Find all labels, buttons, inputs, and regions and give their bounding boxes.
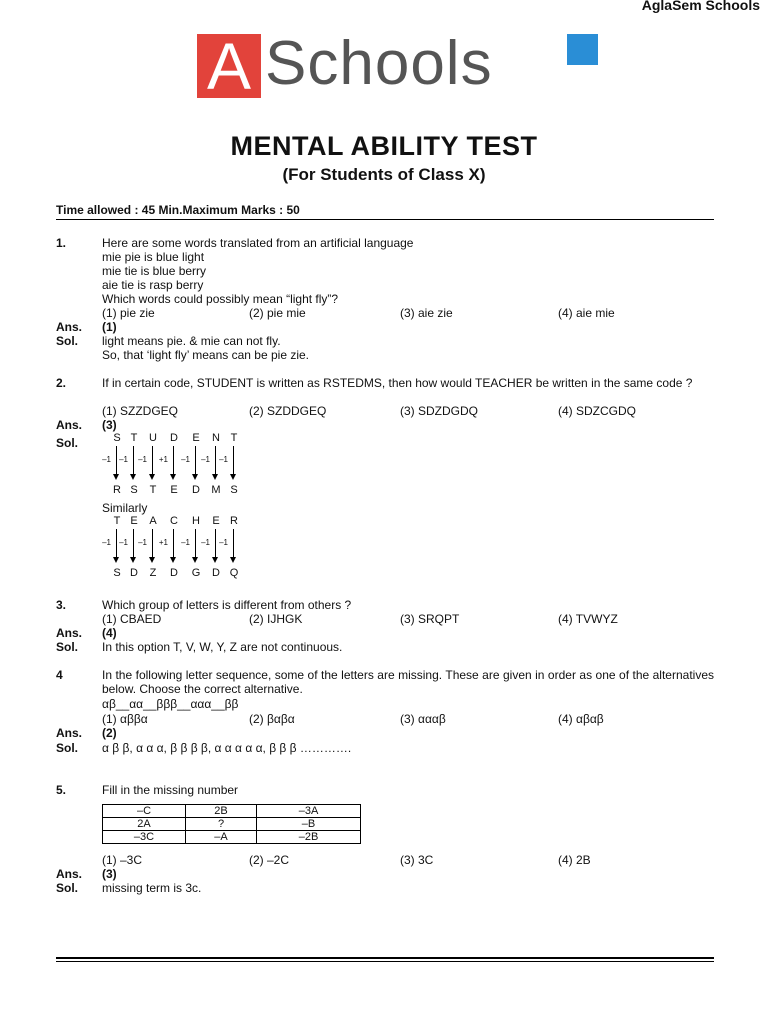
q3-option: (3) SRQPT — [400, 612, 460, 626]
teacher-top-letter: E — [212, 515, 220, 527]
q3-number: 3. — [56, 598, 67, 612]
q3-option: (4) TVWYZ — [558, 612, 618, 626]
q1-option: (4) aie mie — [558, 306, 615, 320]
q4-option: (2) βαβα — [249, 712, 295, 726]
student-bottom-letter: R — [113, 484, 121, 496]
student-shift-label: –1 — [181, 455, 190, 464]
grid-cell: ? — [186, 818, 257, 831]
arrow-down-icon — [212, 557, 218, 563]
arrow-down-icon — [113, 474, 119, 480]
q4-sol-label: Sol. — [56, 741, 79, 755]
teacher-top-letter: C — [170, 515, 178, 527]
q1-answer: (1) — [102, 320, 117, 334]
q1-number: 1. — [56, 236, 67, 250]
footer-rule — [56, 957, 714, 959]
teacher-shift-label: –1 — [102, 538, 111, 547]
teacher-bottom-letter: D — [130, 567, 138, 579]
logo-letter-a: A — [197, 34, 261, 98]
q2-option: (3) SDZDGDQ — [400, 404, 478, 418]
q4-option: (4) αβαβ — [558, 712, 604, 726]
q5-question: Fill in the missing number — [102, 783, 239, 797]
teacher-bottom-letter: Z — [149, 567, 157, 579]
q5-sol-label: Sol. — [56, 881, 79, 895]
q1-option: (2) pie mie — [249, 306, 306, 320]
student-arrow-shaft — [233, 446, 234, 476]
q4-option: (1) αββα — [102, 712, 148, 726]
q4-option: (3) αααβ — [400, 712, 446, 726]
q1-ans-label: Ans. — [56, 320, 83, 334]
brand-name: AglaSem Schools — [641, 0, 760, 13]
student-top-letter: T — [130, 432, 138, 444]
teacher-top-letter: H — [192, 515, 200, 527]
arrow-down-icon — [130, 557, 136, 563]
q3-ans-label: Ans. — [56, 626, 83, 640]
q5-option: (2) –2C — [249, 853, 290, 867]
q2-option: (1) SZZDGEQ — [102, 404, 179, 418]
grid-cell: –2B — [257, 831, 361, 844]
q2-option: (4) SDZCGDQ — [558, 404, 636, 418]
q2-answer: (3) — [102, 418, 117, 432]
student-shift-label: +1 — [158, 455, 168, 464]
student-shift-label: –1 — [119, 455, 128, 464]
header-rule — [56, 219, 714, 220]
student-top-letter: N — [212, 432, 220, 444]
student-top-letter: E — [192, 432, 200, 444]
logo-square-icon — [567, 34, 598, 65]
student-top-letter: T — [230, 432, 238, 444]
arrow-down-icon — [149, 557, 155, 563]
teacher-bottom-letter: D — [212, 567, 220, 579]
teacher-top-letter: A — [149, 515, 157, 527]
teacher-shift-label: –1 — [181, 538, 190, 547]
arrow-down-icon — [149, 474, 155, 480]
q3-option: (2) IJHGK — [249, 612, 303, 626]
q5-answer: (3) — [102, 867, 117, 881]
teacher-top-letter: E — [130, 515, 138, 527]
q3-answer: (4) — [102, 626, 117, 640]
similarly-label: Similarly — [102, 501, 148, 515]
student-bottom-letter: S — [130, 484, 138, 496]
q4-ans-label: Ans. — [56, 726, 83, 740]
student-shift-label: –1 — [201, 455, 210, 464]
teacher-shift-label: –1 — [119, 538, 128, 547]
teacher-bottom-letter: S — [113, 567, 121, 579]
q5-option: (1) –3C — [102, 853, 143, 867]
student-shift-label: –1 — [219, 455, 228, 464]
q2-sol-label: Sol. — [56, 436, 79, 450]
teacher-top-letter: R — [230, 515, 238, 527]
student-top-letter: D — [170, 432, 178, 444]
grid-cell: –3A — [257, 805, 361, 818]
student-bottom-letter: D — [192, 484, 200, 496]
grid-cell: –C — [103, 805, 186, 818]
q2-question: If in certain code, STUDENT is written as RSTEDMS, then how would TEACHER be written in the same code ? — [102, 376, 693, 390]
q4-question: In the following letter sequence, some of the letters are missing. These are given in order as one of the alternatives below. Choose the correct alternative. — [102, 668, 714, 696]
student-shift-label: –1 — [138, 455, 147, 464]
teacher-bottom-letter: D — [170, 567, 178, 579]
q1-solution: So, that ‘light fly’ means can be pie zie. — [102, 348, 309, 362]
q5-solution: missing term is 3c. — [102, 881, 202, 895]
q5-option: (4) 2B — [558, 853, 591, 867]
logo-word: Schools — [265, 29, 493, 98]
arrow-down-icon — [170, 557, 176, 563]
student-bottom-letter: T — [149, 484, 157, 496]
student-arrow-shaft — [173, 446, 174, 476]
student-bottom-letter: S — [230, 484, 238, 496]
q4-answer: (2) — [102, 726, 117, 740]
student-top-letter: U — [149, 432, 157, 444]
q5-option: (3) 3C — [400, 853, 434, 867]
arrow-down-icon — [130, 474, 136, 480]
q1-line: mie pie is blue light — [102, 250, 205, 264]
q1-sol-label: Sol. — [56, 334, 79, 348]
q1-line: Which words could possibly mean “light fly”? — [102, 292, 339, 306]
q1-line: Here are some words translated from an artificial language — [102, 236, 414, 250]
teacher-arrow-shaft — [233, 529, 234, 559]
arrow-down-icon — [192, 557, 198, 563]
q4-solution: α β β, α α α, β β β β, α α α α α, β β β …………. — [102, 741, 352, 755]
arrow-down-icon — [170, 474, 176, 480]
q5-number: 5. — [56, 783, 67, 797]
arrow-down-icon — [192, 474, 198, 480]
page-subtitle: (For Students of Class X) — [282, 165, 486, 184]
q4-number: 4 — [56, 668, 63, 682]
arrow-down-icon — [230, 474, 236, 480]
student-arrow-shaft — [152, 446, 153, 476]
teacher-top-letter: T — [113, 515, 121, 527]
teacher-arrow-shaft — [152, 529, 153, 559]
q2-ans-label: Ans. — [56, 418, 83, 432]
q1-line: mie tie is blue berry — [102, 264, 207, 278]
teacher-bottom-letter: Q — [229, 567, 239, 579]
q3-solution: In this option T, V, W, Y, Z are not continuous. — [102, 640, 343, 654]
q1-option: (3) aie zie — [400, 306, 453, 320]
teacher-arrow-shaft — [173, 529, 174, 559]
q5-ans-label: Ans. — [56, 867, 83, 881]
grid-cell: –3C — [103, 831, 186, 844]
teacher-bottom-letter: G — [191, 567, 201, 579]
arrow-down-icon — [113, 557, 119, 563]
q1-line: aie tie is rasp berry — [102, 278, 204, 292]
student-bottom-letter: M — [211, 484, 221, 496]
time-allowed: Time allowed : 45 Min.Maximum Marks : 50 — [56, 203, 300, 217]
grid-cell: –B — [257, 818, 361, 831]
arrow-down-icon — [230, 557, 236, 563]
page-title: MENTAL ABILITY TEST — [230, 131, 538, 161]
student-shift-label: –1 — [102, 455, 111, 464]
footer-rule — [56, 961, 714, 962]
teacher-shift-label: –1 — [219, 538, 228, 547]
student-bottom-letter: E — [170, 484, 178, 496]
teacher-shift-label: +1 — [158, 538, 168, 547]
q5-number-grid — [102, 804, 361, 844]
q1-option: (1) pie zie — [102, 306, 155, 320]
q3-sol-label: Sol. — [56, 640, 79, 654]
q1-solution: light means pie. & mie can not fly. — [102, 334, 281, 348]
teacher-shift-label: –1 — [201, 538, 210, 547]
q2-option: (2) SZDDGEQ — [249, 404, 327, 418]
student-top-letter: S — [113, 432, 121, 444]
q2-number: 2. — [56, 376, 67, 390]
grid-cell: 2A — [103, 818, 186, 831]
grid-cell: 2B — [186, 805, 257, 818]
grid-cell: –A — [186, 831, 257, 844]
q3-question: Which group of letters is different from others ? — [102, 598, 352, 612]
q4-sequence: αβ__αα__βββ__ααα__ββ — [102, 697, 239, 711]
arrow-down-icon — [212, 474, 218, 480]
teacher-shift-label: –1 — [138, 538, 147, 547]
q3-option: (1) CBAED — [102, 612, 162, 626]
